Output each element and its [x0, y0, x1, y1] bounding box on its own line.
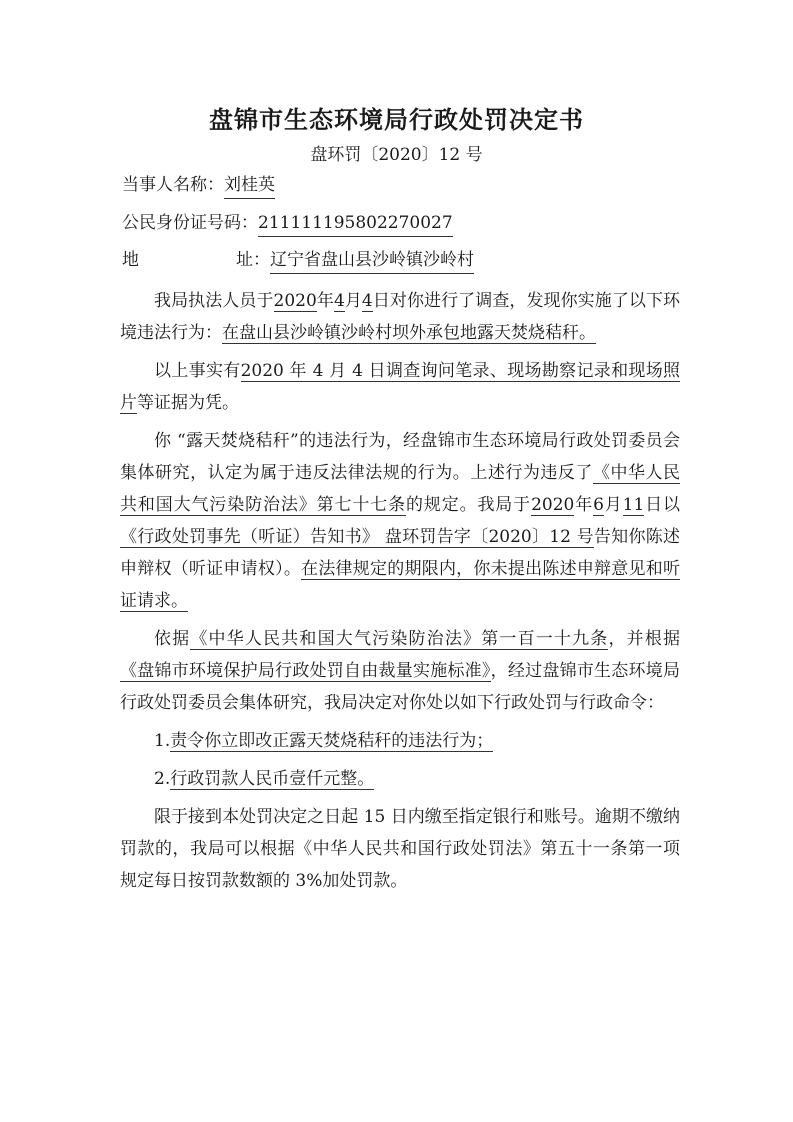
violation-description: 在盘山县沙岭镇沙岭村坝外承包地露天焚烧秸秆。: [222, 323, 596, 343]
paragraph-evidence: [120, 355, 680, 419]
text: ，经过盘锦市生态环境局行政处罚委员会集体研究，我局决定对你处以如下行政处罚与行政命令：: [120, 661, 680, 713]
investigation-year: 2020: [273, 291, 317, 311]
discretion-standard: 《盘锦市环境保护局行政处罚自由裁量实施标准》: [120, 661, 491, 681]
party-id-row: [122, 210, 692, 236]
text: ，并根据: [608, 629, 681, 649]
penalty-item-1: [120, 725, 680, 757]
penalty-item-1-text: 责令你立即改正露天焚烧秸秆的违法行为；: [170, 731, 494, 751]
investigation-month: 4: [333, 291, 345, 311]
text: 我局执法人员于: [154, 291, 274, 311]
text: 你 “露天焚烧秸秆”的违法行为，经盘锦市生态环境局行政处罚委员会集体研究，认定为属于违反法律法规的行为。上述行为违反了: [120, 431, 680, 483]
text: 月: [603, 495, 623, 515]
text: 月: [344, 291, 362, 311]
text: 的规定。我局于: [405, 495, 532, 515]
notice-year: 2020: [531, 495, 575, 515]
paragraph-basis: [120, 623, 680, 719]
text: 告知你陈述申辩权（听证申请权）。: [120, 527, 681, 579]
document-number: 盘环罚〔2020〕12 号: [310, 145, 483, 165]
violated-law: 《中华人民共和国大气污染防治法》第七十七条: [120, 463, 681, 515]
notice-day: 11: [622, 495, 645, 515]
paragraph-payment-terms: 限于接到本处罚决定之日起 15 日内缴至指定银行和账号。逾期不缴纳罚款的，我局可以根据《中华人民共和国行政处罚法》第五十一条第一项规定每日按罚款数额的 3%加处罚款。: [120, 807, 680, 891]
penalty-law: 《中华人民共和国大气污染防治法》第一百一十九条: [190, 629, 609, 649]
evidence-list: 2020 年 4 月 4 日调查询问笔录、现场勘察记录和现场照片: [120, 361, 681, 413]
party-address-value: 辽宁省盘山县沙岭镇沙岭村: [270, 247, 474, 274]
party-id-value: 211111195802270027: [258, 210, 453, 237]
text: 依据: [154, 629, 191, 649]
notice-month: 6: [593, 495, 604, 515]
penalty-item-2: [120, 763, 680, 795]
penalty-item-2-text: 行政罚款人民币壹仟元整。: [170, 769, 375, 789]
text: 年: [316, 291, 334, 311]
document-title: 盘锦市生态环境局行政处罚决定书: [209, 106, 584, 134]
item-number: 2.: [154, 769, 171, 789]
party-name-row: [122, 172, 692, 198]
item-number: 1.: [154, 731, 171, 751]
party-name-label: 当事人名称：: [122, 175, 224, 195]
investigation-day: 4: [361, 291, 373, 311]
text: 以上事实有: [154, 361, 241, 381]
party-address-row: [122, 247, 692, 273]
party-id-label: 公民身份证号码：: [122, 213, 258, 233]
text: 年: [574, 495, 594, 515]
paragraph-finding: [120, 425, 680, 617]
party-address-label-1: 地: [122, 250, 139, 270]
party-name-value: 刘桂英: [224, 172, 275, 199]
notice-document: 《行政处罚事先（听证）告知书》 盘环罚告字〔2020〕12 号: [120, 527, 594, 547]
text: 日以: [644, 495, 681, 515]
text: 日对你进行了调查，发现你实施了以下环境违法行为：: [120, 291, 681, 343]
body-text: [120, 285, 680, 897]
text: 等证据为凭。: [137, 393, 239, 413]
paragraph-investigation: [120, 285, 680, 349]
party-address-label-2: 址：: [236, 250, 270, 270]
hearing-result: 在法律规定的期限内，你未提出陈述申辩意见和听证请求。: [120, 559, 680, 611]
